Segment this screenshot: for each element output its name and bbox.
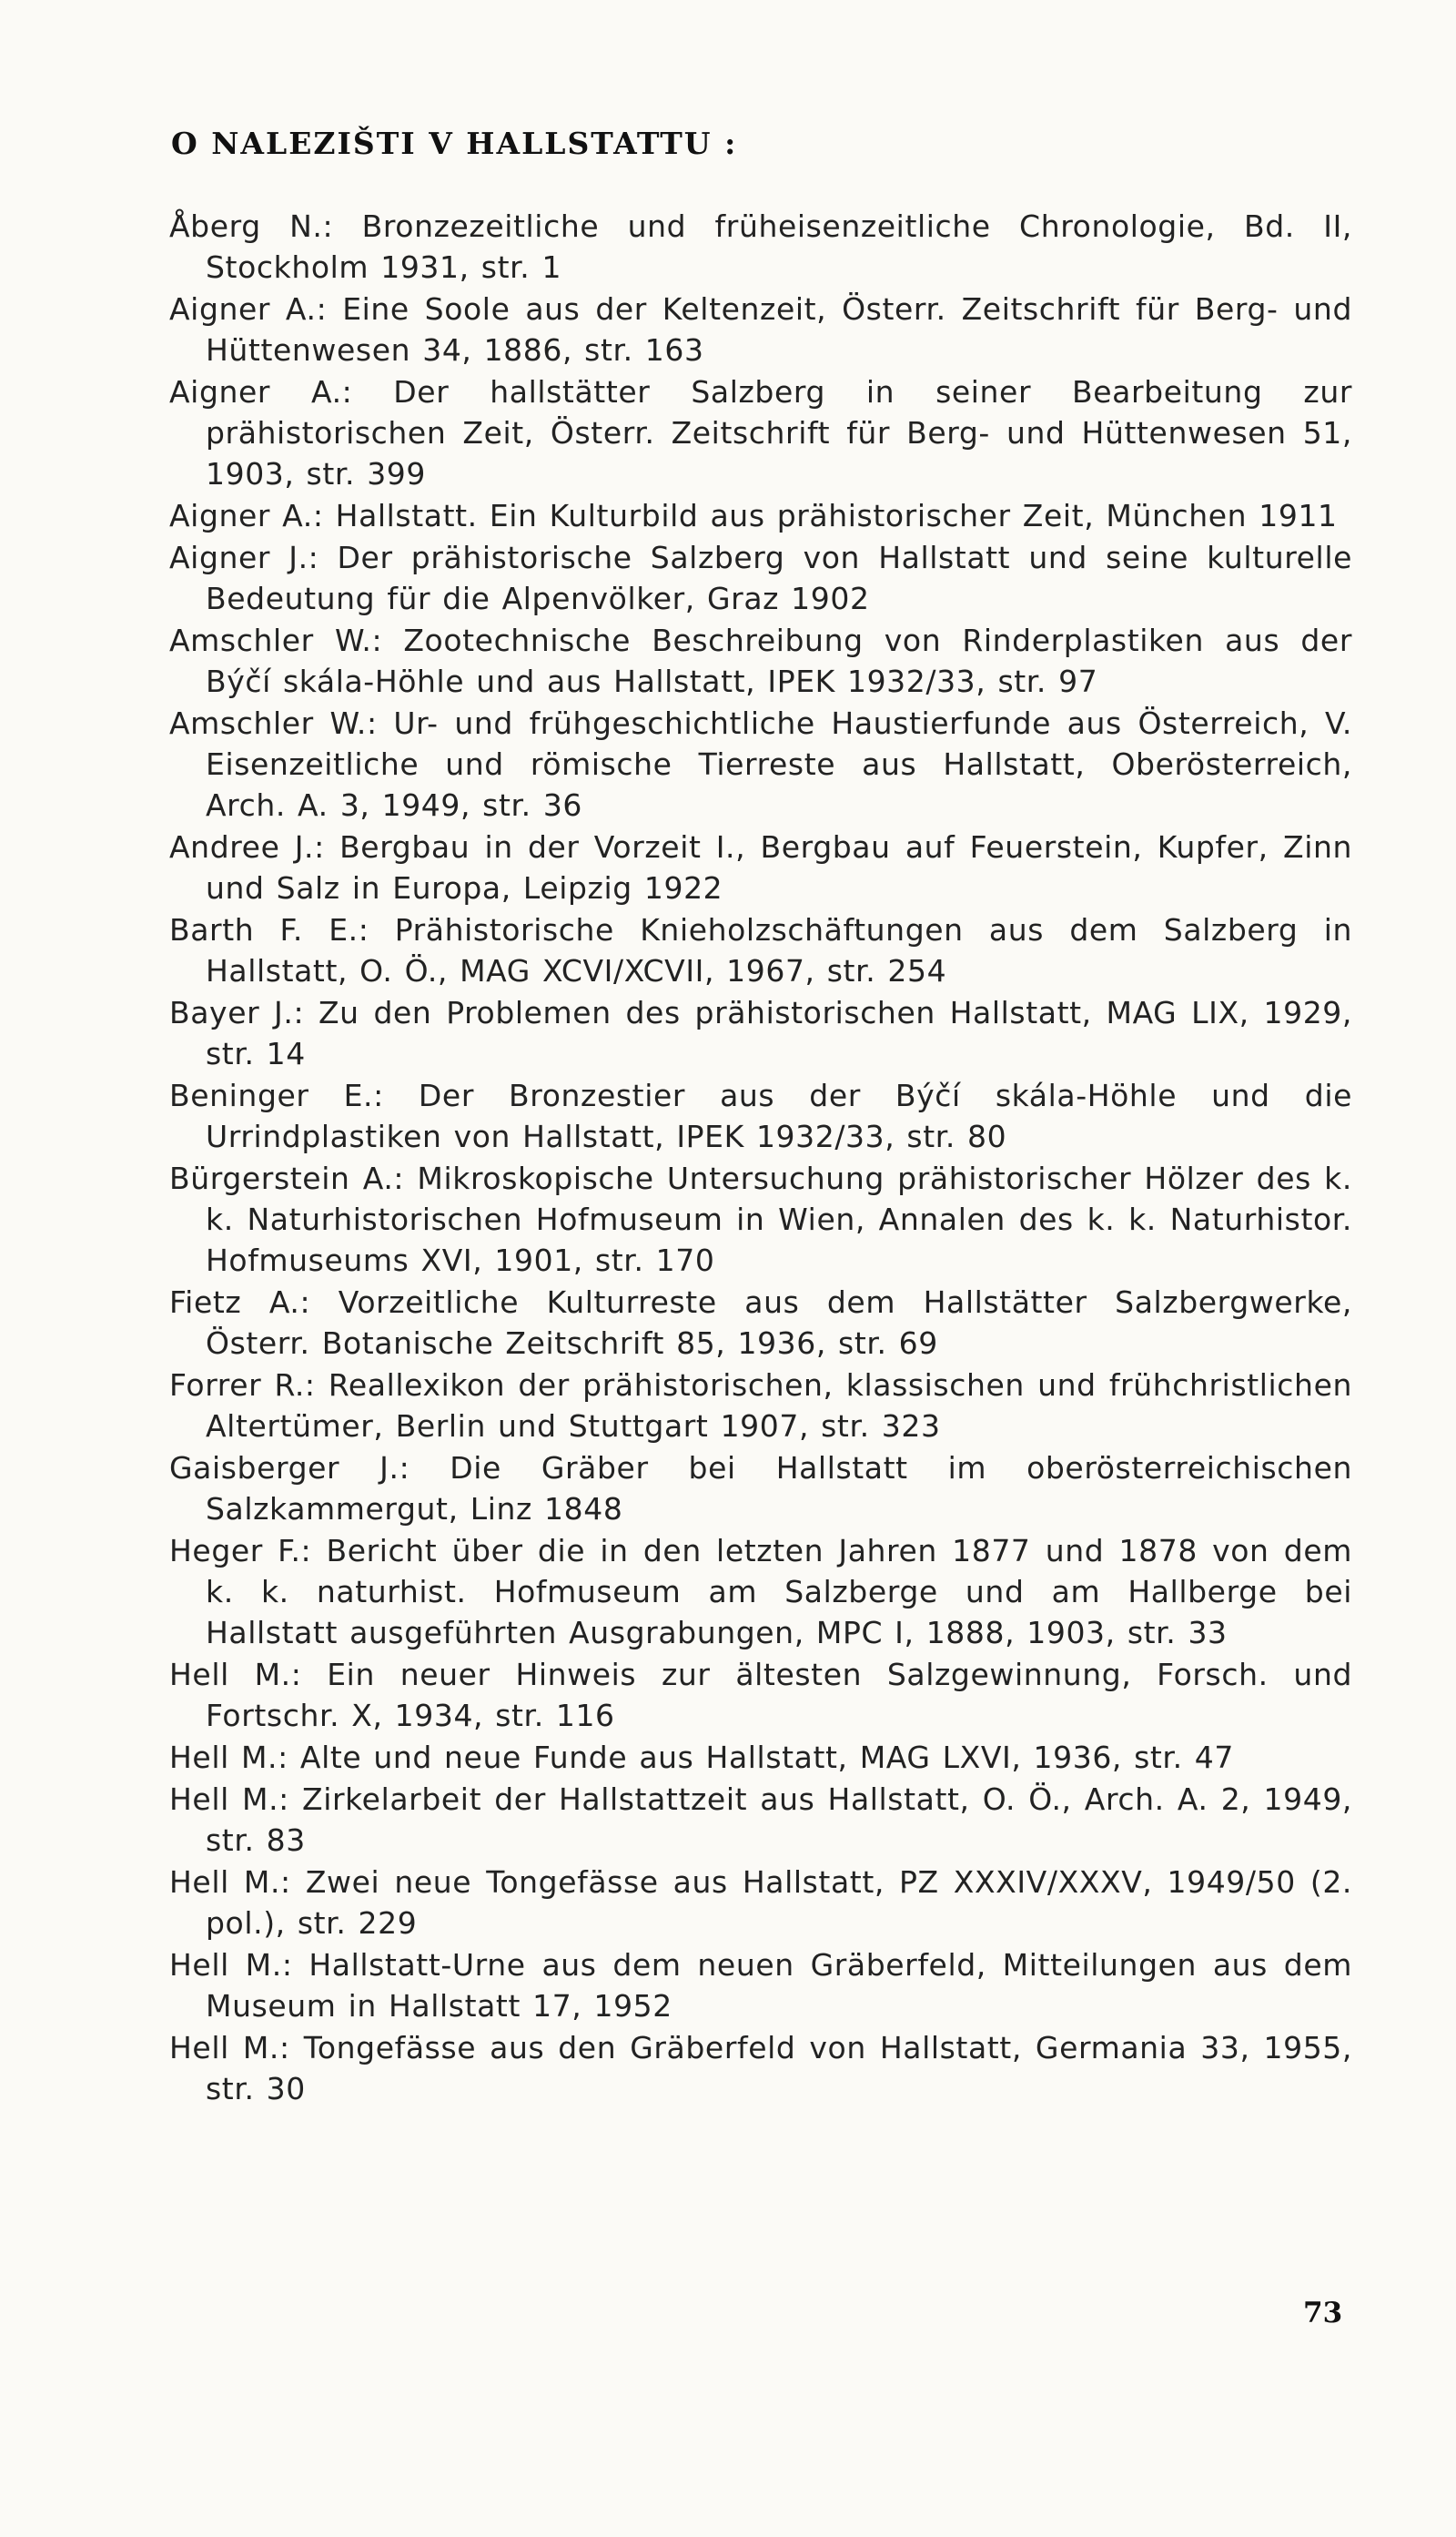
bibliography-entry: Aigner A.: Der hallstätter Salzberg in seiner Bearbeitung zur prähistorischen Zeit, Österr. Zeitschrift für Berg- und Hüttenwesen 51, 1903, str. 399 <box>169 374 1352 492</box>
bibliography-entry: Gaisberger J.: Die Gräber bei Hallstatt im oberösterreichischen Salzkammergut, Linz 1848 <box>169 1450 1352 1527</box>
bibliography-list <box>169 206 1352 2110</box>
bibliography-entry: Forrer R.: Reallexikon der prähistorischen, klassischen und frühchristlichen Altertümer, Berlin und Stuttgart 1907, str. 323 <box>169 1367 1352 1444</box>
section-heading: O NALEZIŠTI V HALLSTATTU : <box>171 126 738 161</box>
bibliography-entry: Aigner A.: Eine Soole aus der Keltenzeit, Österr. Zeitschrift für Berg- und Hüttenwesen 34, 1886, str. 163 <box>169 291 1352 368</box>
bibliography-entry: Bürgerstein A.: Mikroskopische Untersuchung prähistorischer Hölzer des k. k. Naturhistorischen Hofmuseum in Wien, Annalen des k. k. Naturhistor. Hofmuseums XVI, 1901, str. 170 <box>169 1161 1352 1278</box>
bibliography-entry: Aigner A.: Hallstatt. Ein Kulturbild aus prähistorischer Zeit, München 1911 <box>169 498 1338 533</box>
bibliography-entry: Hell M.: Zirkelarbeit der Hallstattzeit aus Hallstatt, O. Ö., Arch. A. 2, 1949, str. 83 <box>169 1781 1352 1858</box>
bibliography-entry: Hell M.: Tongefässe aus den Gräberfeld von Hallstatt, Germania 33, 1955, str. 30 <box>169 2030 1352 2106</box>
bibliography-entry: Amschler W.: Zootechnische Beschreibung von Rinderplastiken aus der Býčí skála-Höhle und aus Hallstatt, IPEK 1932/33, str. 97 <box>169 623 1352 699</box>
bibliography-entry: Beninger E.: Der Bronzestier aus der Býčí skála-Höhle und die Urrindplastiken von Hallstatt, IPEK 1932/33, str. 80 <box>169 1078 1352 1154</box>
page-number: 73 <box>1303 2297 1343 2329</box>
bibliography-entry: Hell M.: Alte und neue Funde aus Hallstatt, MAG LXVI, 1936, str. 47 <box>169 1740 1234 1775</box>
bibliography-entry: Hell M.: Zwei neue Tongefässe aus Hallstatt, PZ XXXIV/XXXV, 1949/50 (2. pol.), str. 229 <box>169 1864 1352 1941</box>
bibliography-entry: Barth F. E.: Prähistorische Knieholzschäftungen aus dem Salzberg in Hallstatt, O. Ö., MAG XCVI/XCVII, 1967, str. 254 <box>169 912 1352 989</box>
bibliography-entry: Heger F.: Bericht über die in den letzten Jahren 1877 und 1878 von dem k. k. naturhist. Hofmuseum am Salzberge und am Hallberge bei Hallstatt ausgeführten Ausgrabungen, MPC I, 1888, 1903, str. 33 <box>169 1533 1352 1650</box>
bibliography-entry: Amschler W.: Ur- und frühgeschichtliche Haustierfunde aus Österreich, V. Eisenzeitliche und römische Tierreste aus Hallstatt, Oberösterreich, Arch. A. 3, 1949, str. 36 <box>169 705 1352 823</box>
bibliography-entry: Fietz A.: Vorzeitliche Kulturreste aus dem Hallstätter Salzbergwerke, Österr. Botanische Zeitschrift 85, 1936, str. 69 <box>169 1284 1352 1361</box>
bibliography-entry: Hell M.: Ein neuer Hinweis zur ältesten Salzgewinnung, Forsch. und Fortschr. X, 1934, str. 116 <box>169 1657 1352 1733</box>
bibliography-entry: Aigner J.: Der prähistorische Salzberg von Hallstatt und seine kulturelle Bedeutung für die Alpenvölker, Graz 1902 <box>169 540 1352 616</box>
bibliography-entry: Åberg N.: Bronzezeitliche und früheisenzeitliche Chronologie, Bd. II, Stockholm 1931, str. 1 <box>169 208 1352 285</box>
bibliography-entry: Andree J.: Bergbau in der Vorzeit I., Bergbau auf Feuerstein, Kupfer, Zinn und Salz in Europa, Leipzig 1922 <box>169 829 1352 906</box>
bibliography-entry: Bayer J.: Zu den Problemen des prähistorischen Hallstatt, MAG LIX, 1929, str. 14 <box>169 995 1352 1071</box>
bibliography-entry: Hell M.: Hallstatt-Urne aus dem neuen Gräberfeld, Mitteilungen aus dem Museum in Hallstatt 17, 1952 <box>169 1947 1352 2024</box>
